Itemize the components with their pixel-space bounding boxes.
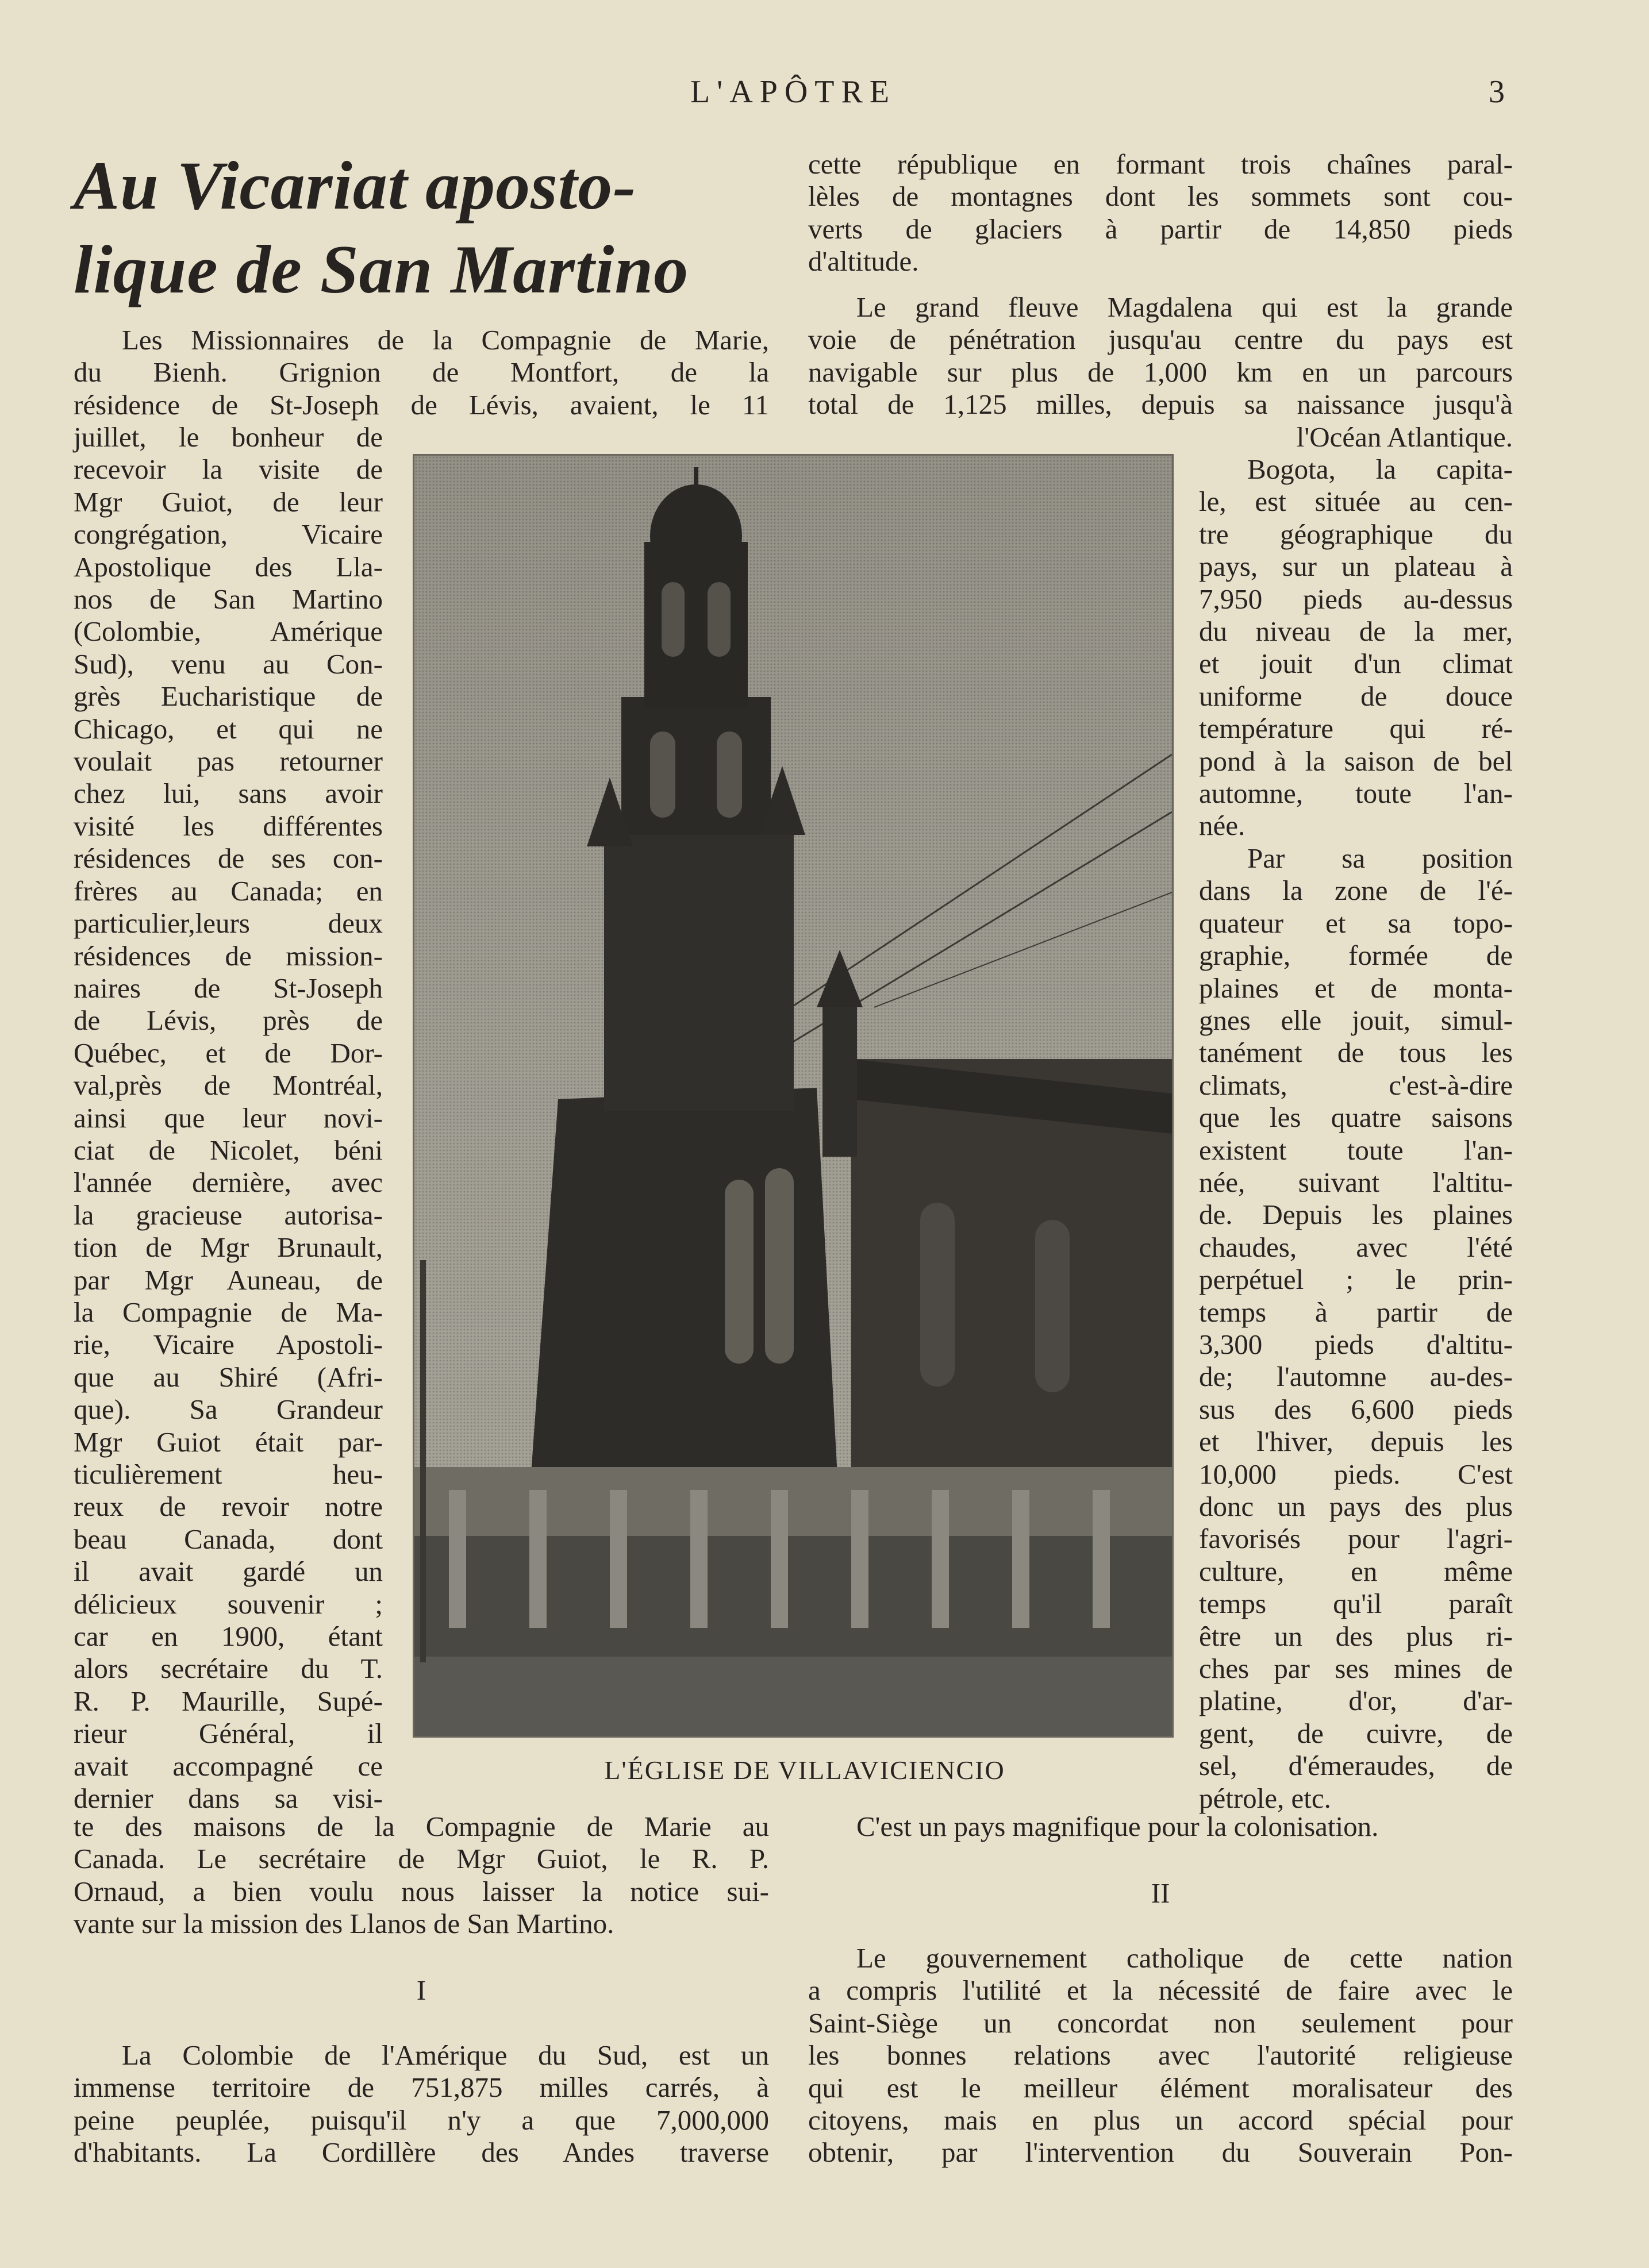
text-line: résidences de mission- — [74, 939, 383, 972]
text-line: Bogota, la capita- — [1247, 453, 1513, 485]
text-line: tre géographique du — [1199, 518, 1513, 550]
text-line: plaines et de monta- — [1199, 972, 1513, 1004]
text-line: culture, en même — [1199, 1555, 1513, 1587]
article-title — [74, 144, 781, 311]
text-line: Apostolique des Lla- — [74, 550, 383, 583]
text-line: ainsi que leur novi- — [74, 1102, 383, 1134]
text-line: sel, d'émeraudes, de — [1199, 1750, 1513, 1782]
text-line: favorisés pour l'agri- — [1199, 1523, 1513, 1555]
text-line: 10,000 pieds. C'est — [1199, 1458, 1513, 1490]
text-line: automne, toute l'an- — [1199, 777, 1513, 810]
title-line: Au Vicariat aposto- — [74, 147, 637, 224]
text-line: être un des plus ri- — [1199, 1620, 1513, 1652]
text-line: la gracieuse autorisa- — [74, 1199, 383, 1231]
church-photo — [413, 454, 1174, 1738]
text-line: que les quatre saisons — [1199, 1102, 1513, 1134]
text-line: immense territoire de 751,875 milles carrés, à — [74, 2071, 769, 2104]
text-line: naires de St-Joseph — [74, 972, 383, 1004]
section-number: I — [416, 1974, 426, 2006]
text-line: et jouit d'un climat — [1199, 648, 1513, 680]
text-line: congrégation, Vicaire — [74, 518, 383, 550]
text-line: par Mgr Auneau, de — [74, 1264, 383, 1296]
text-line: d'habitants. La Cordillère des Andes traverse — [74, 2136, 769, 2169]
text-line: Les Missionnaires de la Compagnie de Marie, — [122, 324, 769, 356]
text-line: verts de glaciers à partir de 14,850 pieds — [808, 213, 1513, 245]
text-line: uniforme de douce — [1199, 680, 1513, 712]
text-line: pétrole, etc. — [1199, 1782, 1331, 1814]
text-line: lèles de montagnes dont les sommets sont cou- — [808, 180, 1513, 213]
text-line: Sud), venu au Con- — [74, 648, 383, 680]
text-line: nos de San Martino — [74, 583, 383, 615]
text-line: de. Depuis les plaines — [1199, 1199, 1513, 1231]
climate-paragraph — [1199, 453, 1513, 1815]
text-line: tion de Mgr Brunault, — [74, 1231, 383, 1264]
text-line: née, suivant l'altitu- — [1199, 1166, 1513, 1198]
text-line: 7,950 pieds au-dessus — [1199, 583, 1513, 615]
text-line: obtenir, par l'intervention du Souverain Pon- — [808, 2136, 1513, 2169]
text-line: visité les différentes — [74, 810, 383, 842]
text-line: Le grand fleuve Magdalena qui est la grande — [856, 291, 1513, 323]
text-line: Québec, et de Dor- — [74, 1037, 383, 1069]
text-line: ches par ses mines de — [1199, 1653, 1513, 1685]
text-line: pays, sur un plateau à — [1199, 550, 1513, 583]
intro-paragraph-bottom — [74, 1811, 769, 1940]
text-line: de; l'automne au-des- — [1199, 1361, 1513, 1393]
text-line: de Lévis, près de — [74, 1004, 383, 1037]
section-heading-2 — [808, 1877, 1513, 1909]
text-line: que au Shiré (Afri- — [74, 1361, 383, 1393]
text-line: grès Eucharistique de — [74, 680, 383, 713]
text-line: avait accompagné ce — [74, 1750, 383, 1782]
text-line: les bonnes relations avec l'autorité religieuse — [808, 2039, 1513, 2071]
text-line: val,près de Montréal, — [74, 1069, 383, 1102]
text-line: Le gouvernement catholique de cette nation — [856, 1942, 1513, 1974]
text-line: 3,300 pieds d'altitu- — [1199, 1328, 1513, 1360]
text-line: que). Sa Grandeur — [74, 1393, 383, 1426]
text-line: peine peuplée, puisqu'il n'y a que 7,000,000 — [74, 2104, 769, 2136]
text-line: température qui ré- — [1199, 713, 1513, 745]
intro-paragraph-top — [74, 324, 769, 421]
text-line: dans la zone de l'é- — [1199, 875, 1513, 907]
text-line: Par sa position — [1247, 842, 1513, 874]
text-line: la Compagnie de Ma- — [74, 1296, 383, 1328]
text-line: beau Canada, dont — [74, 1523, 383, 1555]
text-line: platine, d'or, d'ar- — [1199, 1685, 1513, 1717]
text-line: cette république en formant trois chaînes paral- — [808, 148, 1513, 180]
text-line: du niveau de la mer, — [1199, 615, 1513, 648]
text-line: temps qu'il paraît — [1199, 1588, 1513, 1620]
right-paragraph-top — [808, 148, 1513, 278]
text-line: Saint-Siège un concordat non seulement pour — [808, 2007, 1513, 2039]
text-line: perpétuel ; le prin- — [1199, 1264, 1513, 1296]
text-line: Mgr Guiot était par- — [74, 1426, 383, 1458]
text-line: pond à la saison de bel — [1199, 745, 1513, 777]
text-line: vante sur la mission des Llanos de San Martino. — [74, 1908, 614, 1940]
text-line: sus des 6,600 pieds — [1199, 1393, 1513, 1425]
section-number: II — [1151, 1877, 1170, 1909]
text-line: juillet, le bonheur de — [74, 421, 383, 453]
text-line: rie, Vicaire Apostoli- — [74, 1329, 383, 1361]
text-line: du Bienh. Grignion de Montfort, de la — [74, 356, 769, 388]
text-line: délicieux souvenir ; — [74, 1588, 383, 1620]
text-line: te des maisons de la Compagnie de Marie au — [74, 1811, 769, 1842]
text-line: donc un pays des plus — [1199, 1491, 1513, 1522]
intro-paragraph-narrow — [74, 421, 383, 1815]
text-line: résidence de St-Joseph de Lévis, avaient, le 11 — [74, 388, 769, 421]
text-line: le, est située au cen- — [1199, 486, 1513, 518]
title-line: lique de San Martino — [74, 231, 689, 307]
text-line: graphie, formée de — [1199, 939, 1513, 972]
text-line: existent toute l'an- — [1199, 1134, 1513, 1166]
text-line: qui est le meilleur élément moralisateur des — [808, 2071, 1513, 2104]
text-line: ticulièrement heu- — [74, 1458, 383, 1490]
text-line: La Colombie de l'Amérique du Sud, est un — [122, 2039, 769, 2071]
text-line: citoyens, mais en plus un accord spécial pour — [808, 2104, 1513, 2136]
text-line: car en 1900, étant — [74, 1620, 383, 1653]
church-illustration — [414, 456, 1172, 1736]
text-line: (Colombie, Amérique — [74, 615, 383, 648]
text-line: recevoir la visite de — [74, 453, 383, 486]
text-line: a compris l'utilité et la nécessité de faire avec le — [808, 1974, 1513, 2007]
page-number: 3 — [1489, 74, 1505, 110]
text-line: navigable sur plus de 1,000 km en un parcours — [808, 356, 1513, 388]
conclusion-line: C'est un pays magnifique pour la colonisation. — [856, 1811, 1379, 1842]
text-line: frères au Canada; en — [74, 875, 383, 907]
text-line: née. — [1199, 810, 1246, 842]
text-line: reux de revoir notre — [74, 1491, 383, 1523]
text-line: gnes elle jouit, simul- — [1199, 1004, 1513, 1036]
text-line: quateur et sa topo- — [1199, 907, 1513, 939]
section-1-paragraph — [74, 2039, 769, 2169]
photo-caption: L'ÉGLISE DE VILLAVICIENCIO — [604, 1755, 1005, 1785]
text-line: rieur Général, il — [74, 1718, 383, 1750]
text-line: chez lui, sans avoir — [74, 777, 383, 810]
text-line: résidences de ses con- — [74, 842, 383, 875]
text-line: total de 1,125 milles, depuis sa naissance jusqu'à — [808, 388, 1513, 421]
text-line: chaudes, avec l'été — [1199, 1231, 1513, 1263]
section-heading-1 — [74, 1974, 769, 2007]
text-line: ciat de Nicolet, béni — [74, 1134, 383, 1166]
text-line: d'altitude. — [808, 245, 919, 278]
text-line: voulait pas retourner — [74, 745, 383, 777]
running-head: L'APÔTRE — [690, 74, 897, 110]
text-line: Canada. Le secrétaire de Mgr Guiot, le R. P. — [74, 1843, 769, 1875]
magdalena-paragraph — [808, 291, 1513, 453]
text-line: Chicago, et qui ne — [74, 713, 383, 745]
text-line: temps à partir de — [1199, 1296, 1513, 1328]
text-line: l'année dernière, avec — [74, 1166, 383, 1199]
text-line: dernier dans sa visi- — [74, 1782, 383, 1815]
text-line: il avait gardé un — [74, 1555, 383, 1588]
text-line: R. P. Maurille, Supé- — [74, 1685, 383, 1717]
text-line: l'Océan Atlantique. — [1296, 421, 1513, 453]
conclusion-paragraph — [808, 1811, 1513, 1843]
text-line: tanément de tous les — [1199, 1037, 1513, 1069]
text-line: alors secrétaire du T. — [74, 1653, 383, 1685]
text-line: et l'hiver, depuis les — [1199, 1426, 1513, 1458]
text-line: voie de pénétration jusqu'au centre du pays est — [808, 324, 1513, 356]
text-line: gent, de cuivre, de — [1199, 1717, 1513, 1749]
text-line: Mgr Guiot, de leur — [74, 486, 383, 518]
text-line: particulier,leurs deux — [74, 907, 383, 939]
text-line: Ornaud, a bien voulu nous laisser la notice sui- — [74, 1875, 769, 1907]
section-2-paragraph — [808, 1942, 1513, 2169]
text-line: climats, c'est-à-dire — [1199, 1069, 1513, 1101]
